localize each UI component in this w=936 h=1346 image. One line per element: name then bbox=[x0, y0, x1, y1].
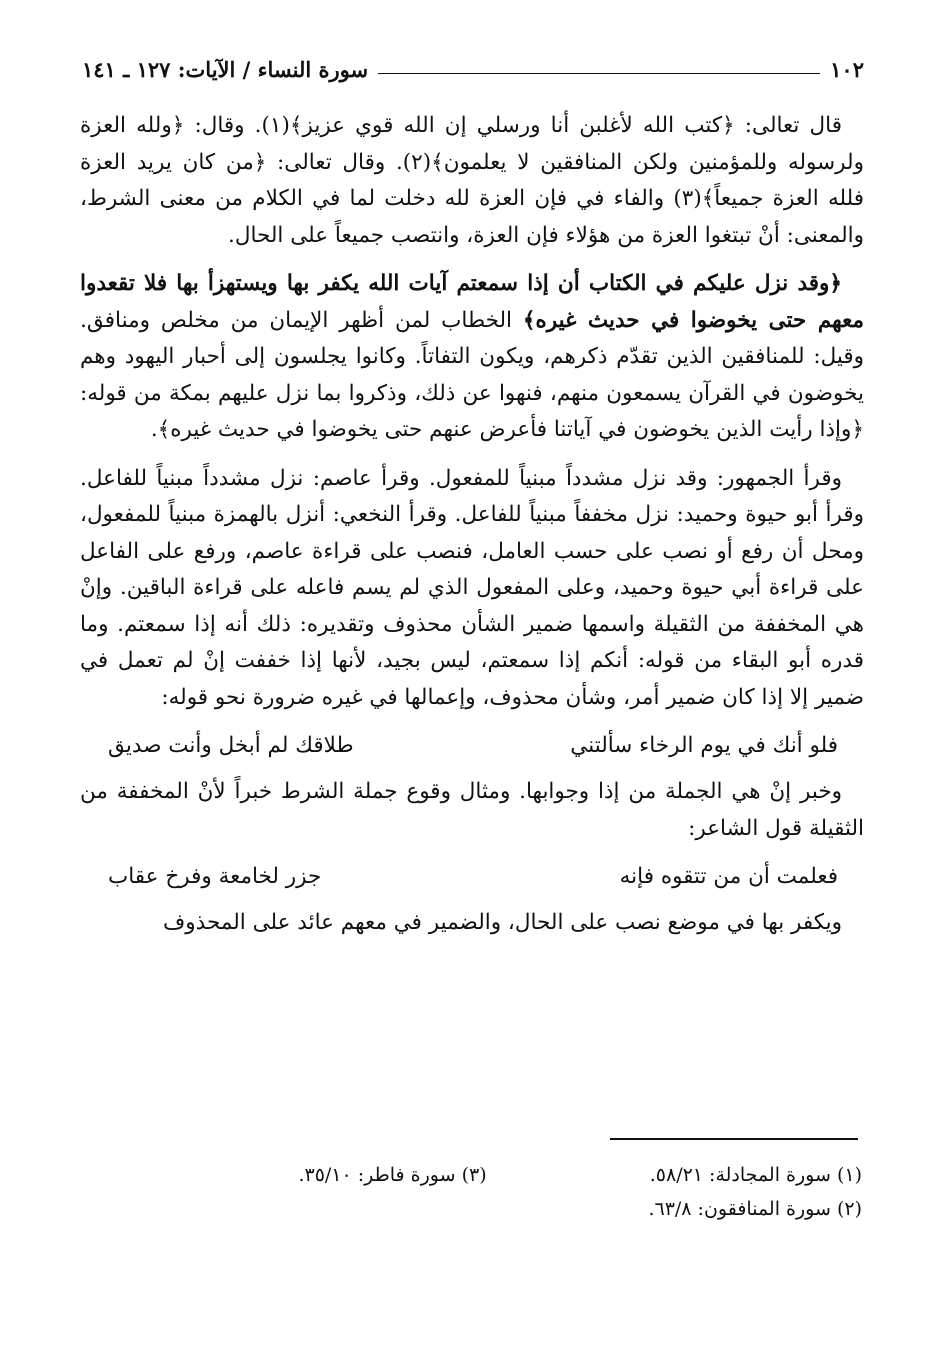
verse-1-second-hemistich: طلاقك لم أبخل وأنت صديق bbox=[108, 733, 354, 758]
paragraph-5: ويكفر بها في موضع نصب على الحال، والضمير في معهم عائد على المحذوف bbox=[162, 910, 842, 935]
verse-2-first-hemistich: فعلمت أن من تتقوه فإنه bbox=[619, 864, 838, 889]
footnote-row-1 bbox=[80, 1158, 862, 1192]
page-header bbox=[82, 52, 864, 86]
paragraph-3: وقرأ الجمهور: وقد نزل مشدداً مبنياً للمفعول. وقرأ عاصم: نزل مشدداً مبنياً للفاعل. وقرأ أبو حيوة وحميد: نزل مخففاً مبنياً للفاعل. وقرأ النخعي: أنزل بالهمزة مبنياً للمفعول، ومحل أن رفع أو نصب على حسب العامل، فنصب على قراءة عاصم، ورفع على الفاعل على قراءة أبي حيوة وحميد، وعلى المفعول الذي لم يسم فاعله على قراءة الباقين. وإنْ هي المخففة من الثقيلة واسمها ضمير الشأن محذوف وتقديره: ذلك أنه إذا سمعتم. وما قدره أبو البقاء من قوله: أنكم إذا سمعتم، ليس بجيد، لأنها إذا خففت إنْ لم تعمل في ضمير إلا إذا كان ضمير أمر، وشأن محذوف، وإعمالها في غيره ضرورة نحو قوله: bbox=[80, 465, 864, 710]
quran-verse-bold: ﴿وقد نزل عليكم في الكتاب أن إذا سمعتم آيات الله يكفر بها ويستهزأ بها فلا تقعدوا معهم حتى يخوضوا في حديث غيره﴾ bbox=[80, 271, 864, 333]
verse-1-first-hemistich: فلو أنك في يوم الرخاء سألتني bbox=[570, 733, 838, 758]
verse-2-second-hemistich: جزر لخامعة وفرخ عقاب bbox=[108, 864, 322, 889]
header-rule bbox=[378, 73, 820, 74]
footnotes bbox=[80, 1158, 862, 1226]
footnote-row-2 bbox=[80, 1192, 862, 1226]
footnote-rule bbox=[610, 1138, 858, 1140]
paragraph-2 bbox=[80, 266, 864, 449]
paragraph-1: قال تعالى: ﴿كتب الله لأغلبن أنا ورسلي إن الله قوي عزيز﴾(١). وقال: ﴿ولله العزة ولرسوله وللمؤمنين ولكن المنافقين لا يعلمون﴾(٢). وقال تعالى: ﴿من كان يريد العزة فلله العزة جميعاً﴾(٣) والفاء في فإن العزة لله دخلت لما في الكلام من معنى الشرط، والمعنى: أنْ تبتغوا العزة من هؤلاء فإن العزة، وانتصب جميعاً على الحال. bbox=[80, 113, 864, 248]
footnote-3: (٣) سورة فاطر: ٣٥/١٠. bbox=[298, 1164, 487, 1186]
body-text bbox=[80, 108, 864, 942]
poetry-verse-2 bbox=[108, 857, 838, 897]
poetry-verse-1 bbox=[108, 726, 838, 766]
paragraph-4: وخبر إنْ هي الجملة من إذا وجوابها. ومثال وقوع جملة الشرط خبراً لأنْ المخففة من الثقيلة قول الشاعر: bbox=[80, 779, 864, 841]
footnote-2: (٢) سورة المنافقون: ٦٣/٨. bbox=[648, 1198, 862, 1220]
paragraph-2-text: الخطاب لمن أظهر الإيمان من مخلص ومنافق. وقيل: للمنافقين الذين تقدّم ذكرهم، ويكون التفاتاً. وكانوا يجلسون إلى أحبار اليهود وهم يخوضون في القرآن يسمعون منهم، فنهوا عن ذلك، وذكروا بما نزل عليهم بمكة من قوله: ﴿وإذا رأيت الذين يخوضون في آياتنا فأعرض عنهم حتى يخوضوا في حديث غيره﴾. bbox=[80, 307, 864, 442]
page-number: ١٠٢ bbox=[830, 56, 864, 82]
footnote-1: (١) سورة المجادلة: ٥٨/٢١. bbox=[649, 1164, 862, 1186]
running-title: سورة النساء / الآيات: ١٢٧ ـ ١٤١ bbox=[82, 56, 369, 82]
